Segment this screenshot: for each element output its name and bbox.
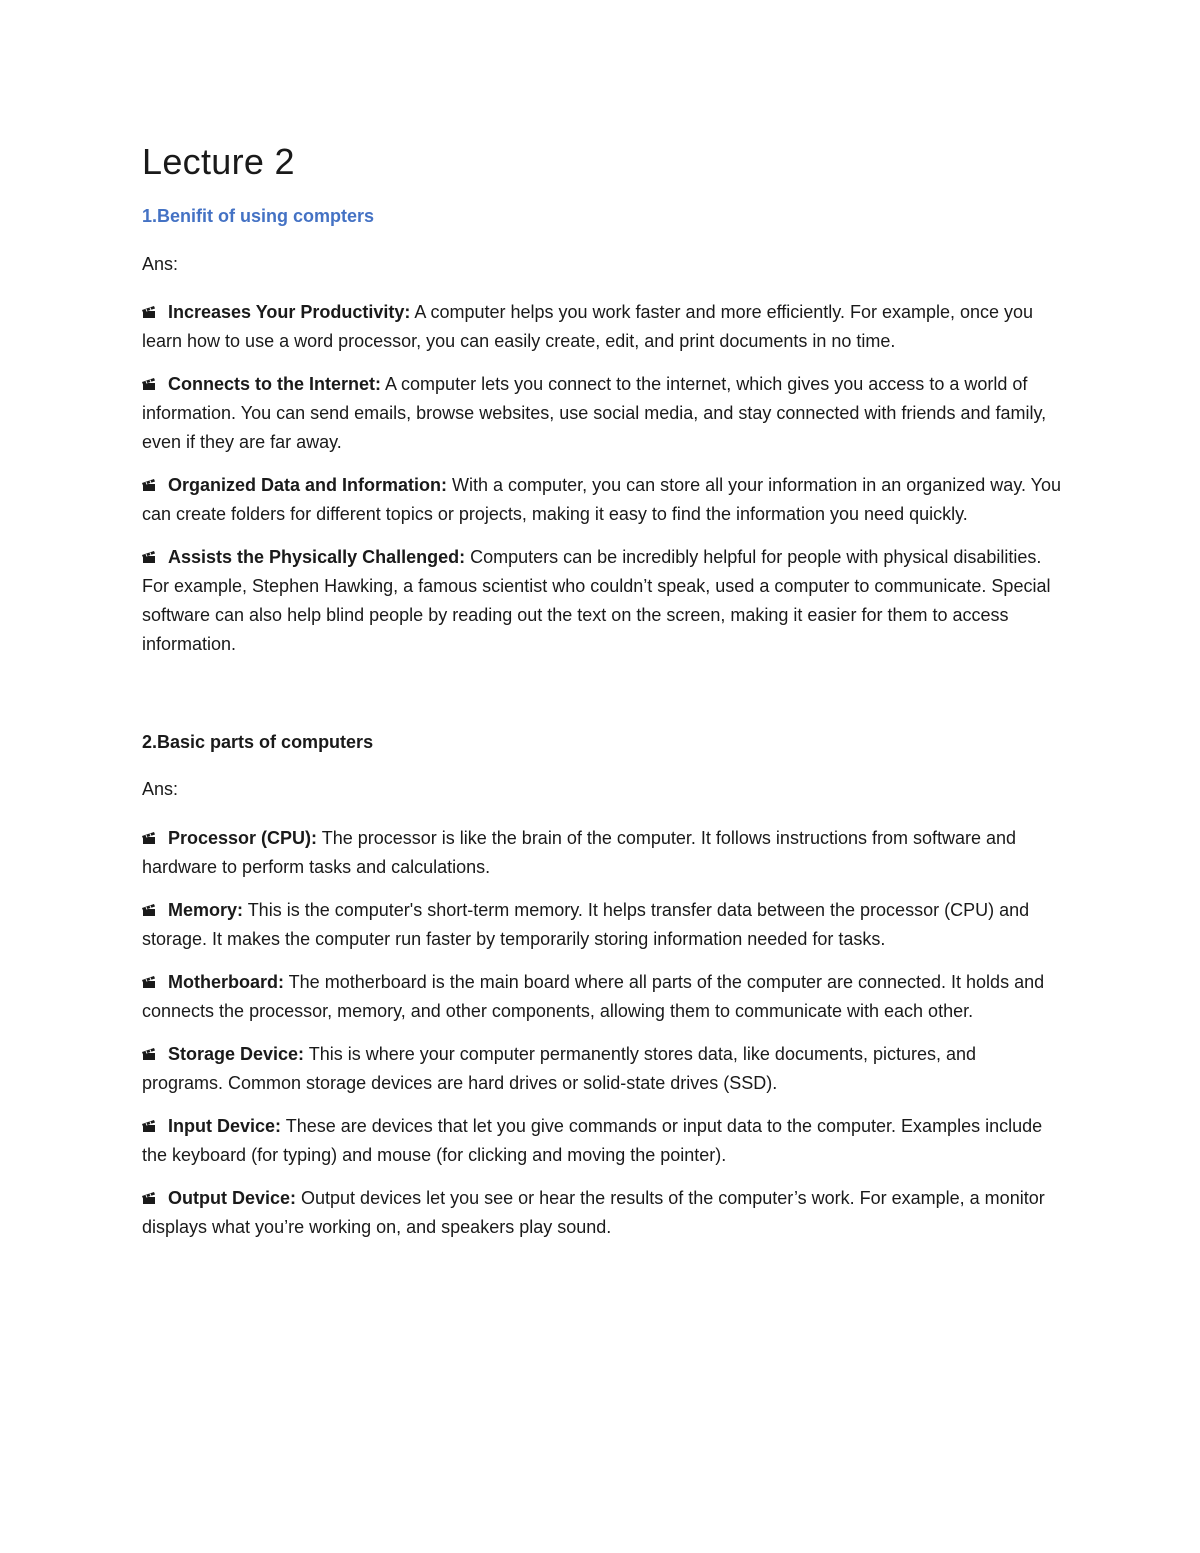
item-text: A computer lets you connect to the internet, which gives you access to a world of information. You can send emails, browse websites, use social media, and stay connected with friends and family, even if they are far away. bbox=[142, 373, 1047, 452]
clapperboard-icon bbox=[142, 1192, 156, 1204]
item-term: Increases Your Productivity: bbox=[168, 301, 411, 322]
list-item bbox=[142, 1040, 1062, 1098]
item-term: Organized Data and Information: bbox=[168, 474, 448, 495]
item-term: Input Device: bbox=[168, 1115, 282, 1136]
item-term: Assists the Physically Challenged: bbox=[168, 546, 466, 567]
clapperboard-icon bbox=[142, 306, 156, 318]
item-term: Memory: bbox=[168, 899, 244, 920]
item-text: This is where your computer permanently stores data, like documents, pictures, and programs. Common storage devices are hard drives or solid-state drives (SSD). bbox=[142, 1043, 977, 1093]
list-item bbox=[142, 896, 1062, 954]
list-item bbox=[142, 824, 1062, 882]
section-heading: 1.Benifit of using compters bbox=[142, 206, 375, 227]
item-text: The motherboard is the main board where all parts of the computer are connected. It holds and connects the processor, memory, and other components, allowing them to communicate with each other. bbox=[142, 971, 1045, 1021]
list-item bbox=[142, 1184, 1062, 1242]
section-heading: 2.Basic parts of computers bbox=[142, 731, 374, 752]
item-text: This is the computer's short-term memory. It helps transfer data between the processor (CPU) and storage. It makes the computer run faster by temporarily storing information needed for tasks. bbox=[142, 899, 1030, 949]
item-term: Output Device: bbox=[168, 1187, 297, 1208]
list-item bbox=[142, 1112, 1062, 1170]
clapperboard-icon bbox=[142, 832, 156, 844]
section-spacer bbox=[142, 673, 1062, 731]
item-text: The processor is like the brain of the computer. It follows instructions from software and hardware to perform tasks and calculations. bbox=[142, 827, 1017, 877]
answer-label: Ans: bbox=[142, 253, 179, 274]
clapperboard-icon bbox=[142, 479, 156, 491]
item-text: Computers can be incredibly helpful for people with physical disabilities. For example, Stephen Hawking, a famous scientist who couldn’t speak, used a computer to communicate. Special software can also help blind people by reading out the text on the screen, making it easier for them to access information. bbox=[142, 546, 1051, 654]
clapperboard-icon bbox=[142, 1048, 156, 1060]
list-item bbox=[142, 543, 1062, 659]
item-text: These are devices that let you give commands or input data to the computer. Examples include the keyboard (for typing) and mouse (for clicking and moving the pointer). bbox=[142, 1115, 1043, 1165]
document-page bbox=[142, 140, 1062, 1256]
item-text: With a computer, you can store all your information in an organized way. You can create folders for different topics or projects, making it easy to find the information you need quickly. bbox=[142, 474, 1062, 524]
item-term: Motherboard: bbox=[168, 971, 284, 992]
list-item bbox=[142, 471, 1062, 529]
answer-label: Ans: bbox=[142, 779, 179, 800]
item-term: Storage Device: bbox=[168, 1043, 305, 1064]
clapperboard-icon bbox=[142, 904, 156, 916]
item-text: Output devices let you see or hear the results of the computer’s work. For example, a monitor displays what you’re working on, and speakers play sound. bbox=[142, 1187, 1045, 1237]
list-item bbox=[142, 298, 1062, 356]
section-benefits bbox=[142, 205, 1062, 659]
clapperboard-icon bbox=[142, 378, 156, 390]
clapperboard-icon bbox=[142, 976, 156, 988]
item-text: A computer helps you work faster and more efficiently. For example, once you learn how to use a word processor, you can easily create, edit, and print documents in no time. bbox=[142, 301, 1034, 351]
item-term: Connects to the Internet: bbox=[168, 373, 382, 394]
list-item bbox=[142, 370, 1062, 457]
list-item bbox=[142, 968, 1062, 1026]
section-basic-parts bbox=[142, 731, 1062, 1242]
clapperboard-icon bbox=[142, 551, 156, 563]
item-term: Processor (CPU): bbox=[168, 827, 318, 848]
clapperboard-icon bbox=[142, 1120, 156, 1132]
document-title: Lecture 2 bbox=[142, 141, 295, 182]
